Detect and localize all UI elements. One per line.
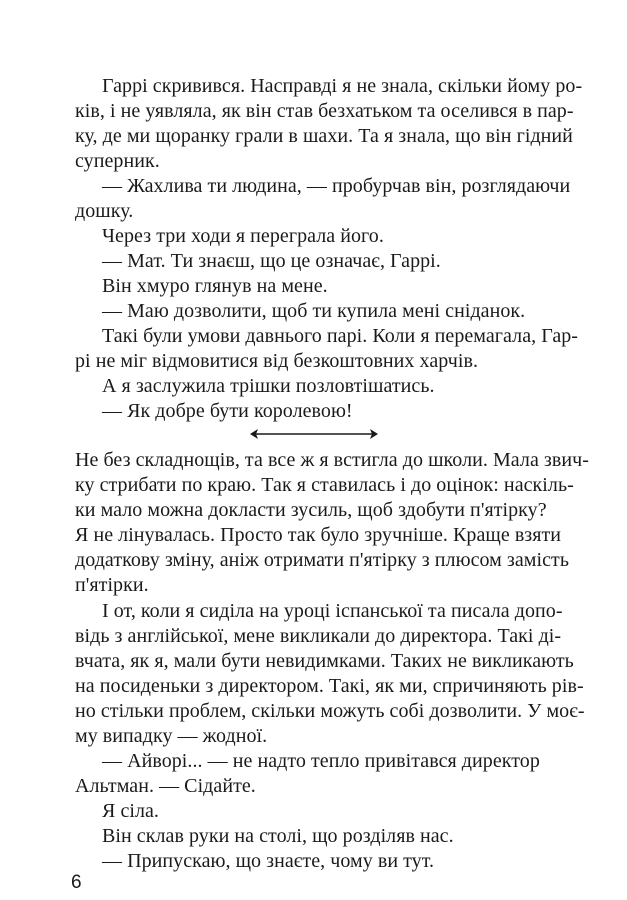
text-line-content: Я не лінувалась. Просто так було зручніше. Краще взяти [75, 524, 562, 546]
text-line-content: вчата, як я, мали бути невидимками. Таких не викликають [75, 650, 574, 672]
text-line-content: ки мало можна докласти зусиль, щоб здобути п'ятірку? [75, 499, 547, 521]
text-line-content: п'ятірки. [75, 574, 149, 596]
text-line-content: ку, де ми щоранку грали в шахи. Та я знала, що він гідний [75, 125, 573, 147]
text-line-content: А я заслужила трішки позловтішатись. [102, 375, 435, 397]
text-line-content: відь з англійської, мене викликали до директора. Такі ді- [75, 625, 562, 647]
page-number: 6 [71, 872, 82, 893]
text-line-content: Він склав руки на столі, що розділяв нас. [102, 825, 454, 847]
section-divider-ornament [248, 427, 380, 441]
text-line-content: — Мат. Ти знаєш, що це означає, Гаррі. [102, 250, 441, 272]
text-line-content: — Жахлива ти людина, — пробурчав він, розглядаючи [102, 175, 571, 197]
text-line-content: Гаррі скривився. Насправді я не знала, скільки йому ро- [102, 75, 583, 97]
text-line-content: Альтман. — Сідайте. [75, 775, 256, 797]
text-line-content: — Припускаю, що знаєте, чому ви тут. [102, 850, 435, 872]
text-line-content: — Айворі... — не надто тепло привітався директор [102, 750, 540, 772]
text-line-content: на посиденьки з директором. Такі, як ми, спричиняють рів- [75, 675, 584, 697]
text-line-content: Він хмуро глянув на мене. [102, 275, 328, 297]
text-line-content: додаткову зміну, аніж отримати п'ятірку з плюсом замість [75, 549, 570, 571]
text-line-content: — Як добре бути королевою! [102, 400, 353, 422]
text-line-content: ків, і не уявляла, як він став безхатьком та оселився в пар- [75, 100, 574, 122]
text-line-content: Не без складнощів, та все ж я встигла до школи. Мала звич- [75, 449, 589, 471]
text-line-content: рі не міг відмовитися від безкоштовних харчів. [75, 350, 479, 372]
text-line-content: му випадку — жодної. [75, 725, 268, 747]
text-line-content: суперник. [75, 150, 160, 172]
text-line-content: І от, коли я сиділа на уроці іспанської та писала допо- [102, 600, 563, 622]
text-line-content: дошку. [75, 200, 134, 222]
text-line-content: — Маю дозволити, щоб ти купила мені сніданок. [102, 300, 526, 322]
text-line-content: Такі були умови давнього парі. Коли я перемагала, Гар- [102, 325, 579, 347]
text-line-content: Через три ходи я переграла його. [102, 225, 384, 247]
text-line-content: но стільки проблем, скільки можуть собі дозволити. У моє- [75, 700, 585, 722]
text-line-content: Я сіла. [102, 800, 159, 822]
text-line-content: ку стрибати по краю. Так я ставилась і до оцінок: наскіль- [75, 474, 574, 496]
